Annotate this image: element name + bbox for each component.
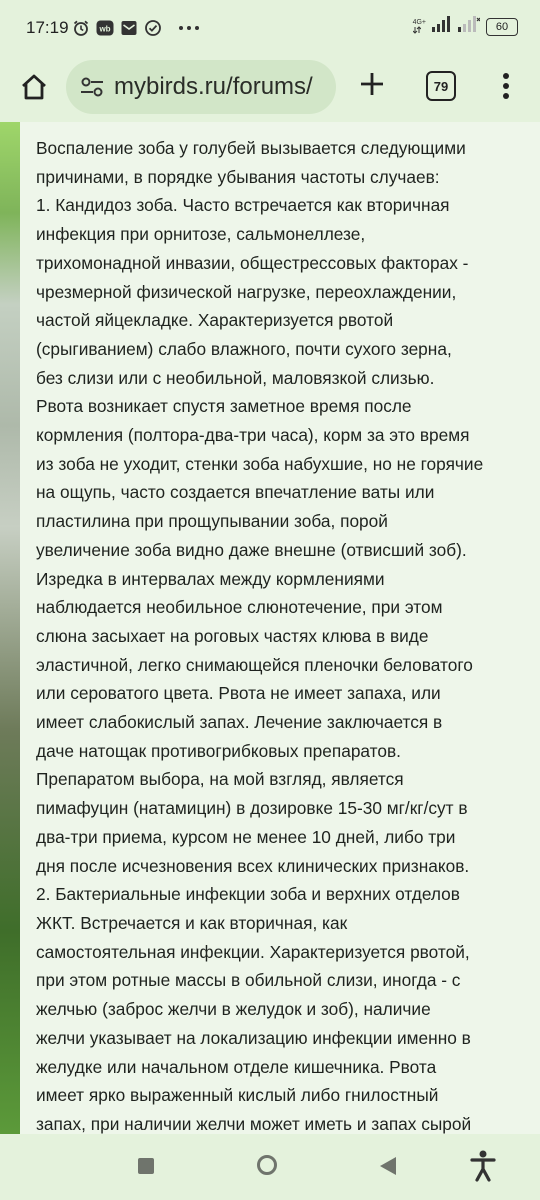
post-line: дня после исчезновения всех клинических признаков.	[36, 855, 470, 876]
forum-post-text	[36, 134, 528, 1134]
mail-icon	[120, 19, 138, 37]
post-line: частой яйцекладке. Характеризуется рвотой	[36, 310, 394, 331]
signal-icon	[432, 16, 452, 37]
post-line: причинами, в порядке убывания частоты случаев:	[36, 166, 440, 187]
post-line: трихомонадной инвазии, общестрессовых факторах -	[36, 252, 469, 273]
home-button[interactable]	[14, 67, 54, 107]
post-line: из зоба не уходит, стенки зоба набухшие, но не горячие	[36, 453, 484, 474]
page-content[interactable]	[0, 122, 540, 1134]
status-bar	[0, 0, 540, 56]
post-line: (срыгиванием) слабо влажного, почти сухого зерна,	[36, 338, 452, 359]
status-right	[413, 16, 518, 37]
post-line: или сероватого цвета. Рвота не имеет запаха, или	[36, 683, 441, 704]
check-circle-icon	[144, 19, 162, 37]
system-nav-bar	[0, 1134, 540, 1200]
post-line: запах, при наличии желчи может иметь и запах сырой	[36, 1113, 472, 1134]
post-line: самостоятельная инфекции. Характеризуется рвотой,	[36, 941, 470, 962]
recents-button[interactable]	[138, 1158, 154, 1174]
svg-text:wb: wb	[99, 24, 111, 34]
overflow-menu-button[interactable]	[494, 66, 518, 106]
post-line: имеет ярко выраженный кислый либо гнилостный	[36, 1085, 439, 1106]
new-tab-button[interactable]	[356, 68, 388, 100]
post-line: пластилина при прощупывании зоба, порой	[36, 511, 388, 532]
post-line: инфекция при орнитозе, сальмонеллезе,	[36, 224, 366, 245]
status-time: 17:19	[26, 18, 69, 37]
post-line: ЖКТ. Встречается и как вторичная, как	[36, 912, 348, 933]
background-image-strip	[0, 122, 20, 1134]
post-line: два-три приема, курсом не менее 10 дней, либо три	[36, 826, 456, 847]
more-vert-icon	[502, 72, 510, 100]
post-line: слюна засыхает на роговых частях клюва в виде	[36, 625, 429, 646]
post-line: имеет слабокислый запах. Лечение заключается в	[36, 712, 443, 733]
post-line: чрезмерной физической нагрузке, переохлаждении,	[36, 281, 457, 302]
post-line: 1. Кандидоз зоба. Часто встречается как вторичная	[36, 195, 450, 216]
address-bar[interactable]	[66, 60, 336, 114]
accessibility-icon[interactable]	[470, 1150, 496, 1182]
post-line: при этом ротные массы в обильной слизи, иногда - с	[36, 970, 461, 991]
site-settings-icon[interactable]	[78, 73, 106, 101]
post-line: даче натощак противогрибковых препаратов.	[36, 740, 401, 761]
post-line: пимафуцин (натамицин) в дозировке 15-30 мг/кг/сут в	[36, 798, 468, 819]
post-line: кормления (полтора-два-три часа), корм за это время	[36, 425, 470, 446]
tab-switcher-button[interactable]: 79	[426, 71, 456, 101]
wb-app-icon	[96, 19, 114, 37]
post-line: Изредка в интервалах между кормлениями	[36, 568, 385, 589]
browser-toolbar	[0, 56, 540, 122]
home-icon	[19, 72, 49, 102]
network-type: 4G+	[413, 19, 426, 34]
signal-weak-icon	[458, 16, 480, 37]
post-line: без слизи или с необильной, маловязкой слизью.	[36, 367, 435, 388]
plus-icon	[359, 71, 385, 97]
post-line: желчи указывает на локализацию инфекции именно в	[36, 1027, 471, 1048]
alarm-icon	[72, 19, 90, 37]
nav-back-button[interactable]	[378, 1155, 398, 1177]
post-line: на ощупь, часто создается впечатление ваты или	[36, 482, 435, 503]
post-line: 2. Бактериальные инфекции зоба и верхних отделов	[36, 884, 460, 905]
post-line: наблюдается необильное слюнотечение, при этом	[36, 597, 443, 618]
more-dots-icon	[178, 19, 200, 37]
battery-icon: 60	[486, 18, 518, 36]
nav-home-button[interactable]	[256, 1154, 278, 1176]
post-line: Препаратом выбора, на мой взгляд, является	[36, 769, 404, 790]
post-line: желудке или начальном отделе кишечника. Рвота	[36, 1056, 437, 1077]
post-line: Воспаление зоба у голубей вызывается следующими	[36, 138, 466, 158]
post-line: эластичной, легко снимающейся пленочки беловатого	[36, 654, 473, 675]
post-line: желчью (заброс желчи в желудок и зоб), наличие	[36, 999, 431, 1020]
post-line: увеличение зоба видно даже внешне (отвисший зоб).	[36, 539, 467, 560]
notification-icons	[72, 17, 200, 39]
post-line: Рвота возникает спустя заметное время после	[36, 396, 412, 417]
url-text: mybirds.ru/forums/	[114, 73, 313, 100]
